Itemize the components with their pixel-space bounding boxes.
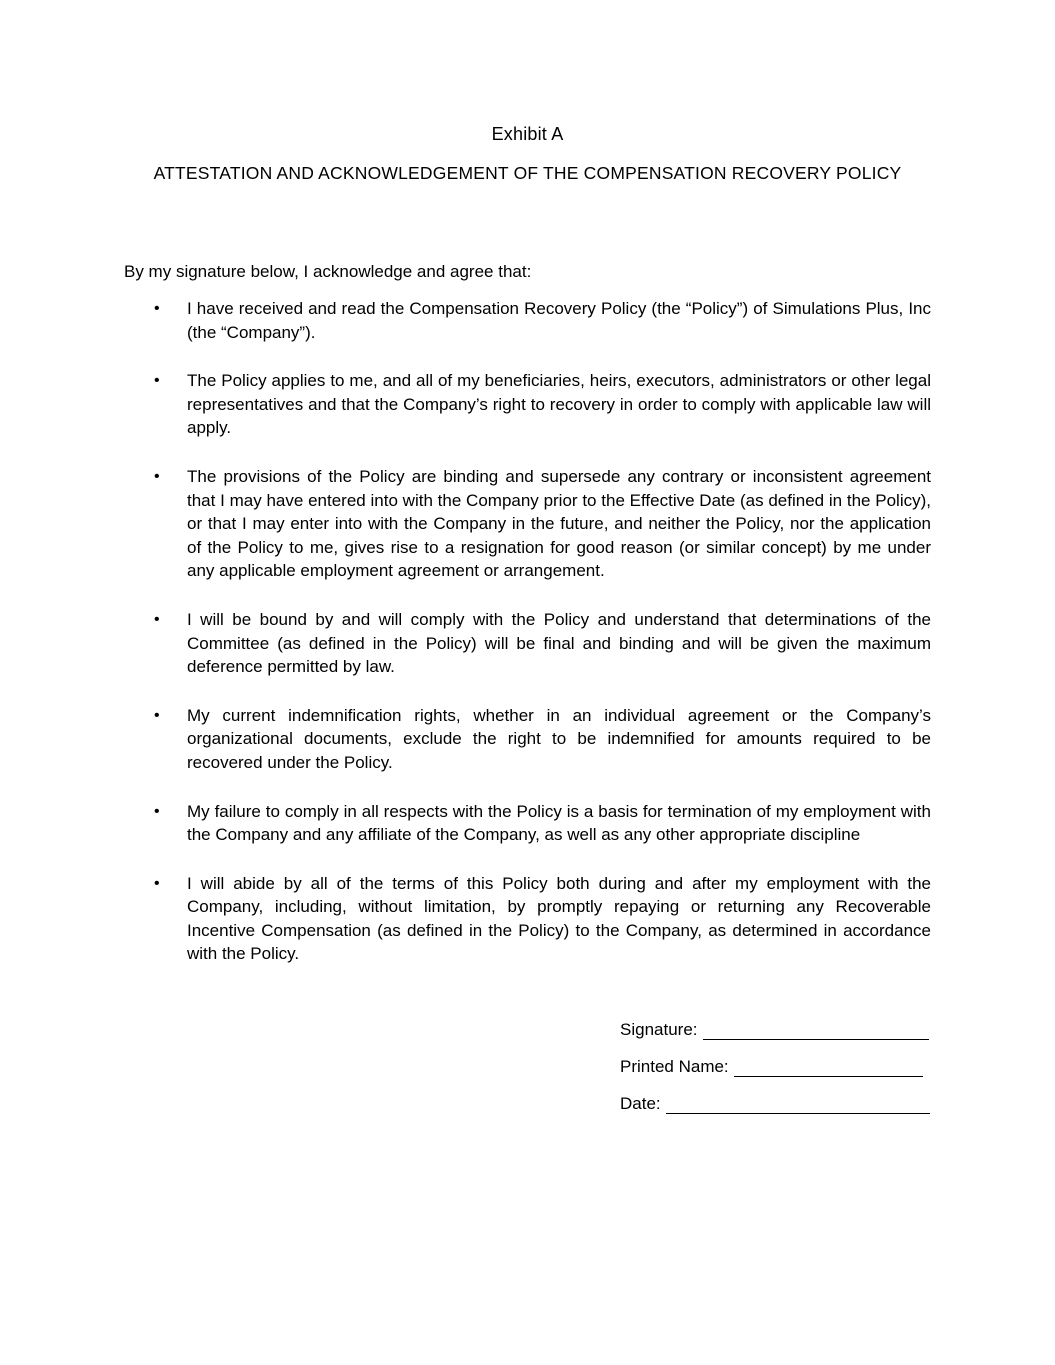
- signature-field[interactable]: [703, 1021, 929, 1040]
- signature-block: [620, 1016, 932, 1127]
- list-item-text: I have received and read the Compensation Recovery Policy (the “Policy”) of Simulations Plus, Inc (the “Company”).: [187, 299, 931, 342]
- list-item-text: I will be bound by and will comply with the Policy and understand that determinations of the Committee (as defined in the Policy) will be final and binding and will be given the maximum deference permitted by law.: [187, 609, 931, 677]
- acknowledgement-list: [150, 297, 931, 991]
- bullet-icon: •: [154, 874, 160, 892]
- date-field[interactable]: [666, 1095, 930, 1114]
- list-item: [150, 704, 931, 775]
- bullet-icon: •: [154, 372, 160, 390]
- exhibit-title: Exhibit A: [491, 124, 564, 144]
- signature-label: Signature:: [620, 1020, 698, 1039]
- list-item: [150, 608, 931, 679]
- printed-name-row: [620, 1053, 932, 1077]
- document-heading: ATTESTATION AND ACKNOWLEDGEMENT OF THE COMPENSATION RECOVERY POLICY: [153, 163, 902, 183]
- date-label: Date:: [620, 1094, 661, 1113]
- list-item: [150, 369, 931, 440]
- list-item: [150, 465, 931, 583]
- printed-name-label: Printed Name:: [620, 1057, 729, 1076]
- list-item: [150, 872, 931, 966]
- list-item-text: I will abide by all of the terms of this Policy both during and after my employment with the Company, including, without limitation, by promptly repaying or returning any Recoverable Incentive Compensation (as defined in the Policy) to the Company, as determined in accordance with the Policy.: [187, 873, 931, 964]
- list-item-text: The Policy applies to me, and all of my beneficiaries, heirs, executors, administrators or other legal representatives and that the Company’s right to recovery in order to comply with applicable law will apply.: [187, 371, 931, 438]
- date-row: [620, 1090, 932, 1114]
- bullet-icon: •: [154, 706, 160, 724]
- list-item: [150, 800, 931, 847]
- signature-row: [620, 1016, 932, 1040]
- list-item-text: My current indemnification rights, whether in an individual agreement or the Company’s organizational documents, exclude the right to be indemnified for amounts required to be recovered under the Policy.: [187, 705, 931, 772]
- bullet-icon: •: [154, 802, 160, 820]
- list-item-text: My failure to comply in all respects with the Policy is a basis for termination of my employment with the Company and any affiliate of the Company, as well as any other appropriate discipline: [187, 801, 931, 845]
- bullet-icon: •: [154, 610, 160, 628]
- bullet-icon: •: [154, 300, 160, 317]
- list-item: [150, 297, 931, 344]
- printed-name-field[interactable]: [734, 1058, 923, 1077]
- list-item-text: The provisions of the Policy are binding and supersede any contrary or inconsistent agreement that I may have entered into with the Company prior to the Effective Date (as defined in the Policy), or that I may enter into with the Company in the future, and neither the Policy, nor the application of the Policy to me, gives rise to a resignation for good reason (or similar concept) by me under any applicable employment agreement or arrangement.: [187, 466, 931, 581]
- intro-paragraph: By my signature below, I acknowledge and agree that:: [124, 262, 532, 281]
- bullet-icon: •: [154, 467, 160, 485]
